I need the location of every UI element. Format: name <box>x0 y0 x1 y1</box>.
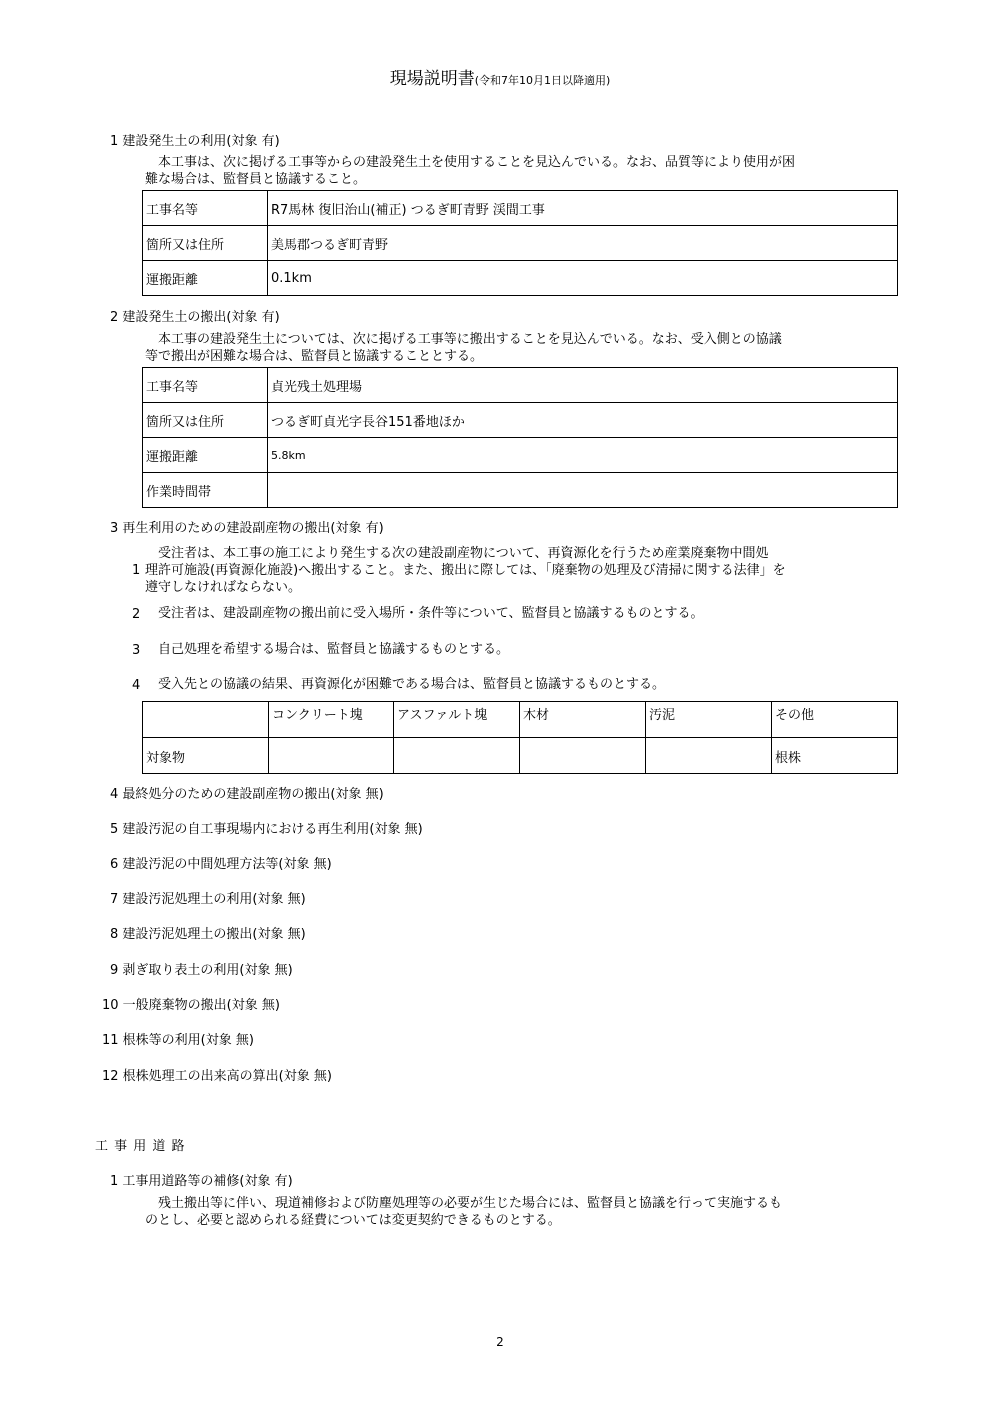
row-value <box>268 473 898 508</box>
title-sub: (令和7年10月1日以降適用) <box>474 74 611 87</box>
section-3-item-4-number: 4 <box>132 678 141 693</box>
page-number: 2 <box>496 1335 504 1349</box>
section-1-text-line1: 本工事は、次に掲げる工事等からの建設発生土を使用することを見込んでいる。なお、品質等により使用が困 <box>158 155 796 170</box>
section-10-heading: 10 一般廃棄物の搬出(対象 無) <box>102 998 280 1013</box>
section-3-heading: 3 再生利用のための建設副産物の搬出(対象 有) <box>110 521 384 536</box>
table-header-cell: コンクリート塊 <box>269 702 394 738</box>
section-2-heading: 2 建設発生土の搬出(対象 有) <box>110 310 280 325</box>
table-header-cell <box>143 702 269 738</box>
road-sub-heading: 1 工事用道路等の補修(対象 有) <box>110 1174 293 1189</box>
table-cell: 根株 <box>772 738 898 774</box>
section-5-heading: 5 建設汚泥の自工事現場内における再生利用(対象 無) <box>110 822 423 837</box>
section-1-text-line2: 難な場合は、監督員と協議すること。 <box>145 172 367 187</box>
table-header-row <box>143 702 898 738</box>
road-text-line1: 残土搬出等に伴い、現道補修および防塵処理等の必要が生じた場合には、監督員と協議を行って実施するも <box>158 1196 783 1211</box>
row-label: 箇所又は住所 <box>143 403 268 438</box>
section-3-item-1-number: 1 <box>132 563 141 578</box>
road-text-line2: のとし、必要と認められる経費については変更契約できるものとする。 <box>145 1213 561 1228</box>
section-12-heading: 12 根株処理工の出来高の算出(対象 無) <box>102 1069 332 1084</box>
section-7-heading: 7 建設汚泥処理土の利用(対象 無) <box>110 892 306 907</box>
table-row <box>143 403 898 438</box>
row-value: R7馬林 復旧治山(補正) つるぎ町青野 渓間工事 <box>268 191 898 226</box>
section-3-item-4-text: 受入先との協議の結果、再資源化が困難である場合は、監督員と協議するものとする。 <box>158 677 666 692</box>
section-3-item-3-number: 3 <box>132 643 141 658</box>
section-11-heading: 11 根株等の利用(対象 無) <box>102 1033 254 1048</box>
section-2-text-line1: 本工事の建設発生土については、次に掲げる工事等に搬出することを見込んでいる。なお、受入側との協議 <box>158 332 782 347</box>
table-row <box>143 261 898 296</box>
row-label: 運搬距離 <box>143 438 268 473</box>
section-3-item-1-line2: 理許可施設(再資源化施設)へ搬出すること。また、搬出に際しては、「廃棄物の処理及び清掃に関する法律」を <box>145 563 786 578</box>
table-header-cell: アスファルト塊 <box>394 702 520 738</box>
section-4-heading: 4 最終処分のための建設副産物の搬出(対象 無) <box>110 787 384 802</box>
table-row <box>143 438 898 473</box>
table-cell <box>269 738 394 774</box>
section-1-table <box>142 190 898 296</box>
table-row <box>143 191 898 226</box>
row-label: 作業時間帯 <box>143 473 268 508</box>
table-cell <box>394 738 520 774</box>
row-value: 貞光残土処理場 <box>268 368 898 403</box>
row-value: 0.1km <box>268 261 898 296</box>
table-header-cell: 汚泥 <box>646 702 772 738</box>
row-value: 5.8km <box>268 438 898 473</box>
section-6-heading: 6 建設汚泥の中間処理方法等(対象 無) <box>110 857 332 872</box>
table-row <box>143 226 898 261</box>
section-3-item-3-text: 自己処理を希望する場合は、監督員と協議するものとする。 <box>158 642 510 657</box>
row-label: 工事名等 <box>143 191 268 226</box>
table-cell <box>520 738 646 774</box>
row-label: 工事名等 <box>143 368 268 403</box>
row-label: 運搬距離 <box>143 261 268 296</box>
table-row <box>143 368 898 403</box>
row-value: つるぎ町貞光字長谷151番地ほか <box>268 403 898 438</box>
table-header-cell: その他 <box>772 702 898 738</box>
byproduct-table <box>142 701 898 774</box>
table-row <box>143 738 898 774</box>
section-3-item-2-text: 受注者は、建設副産物の搬出前に受入場所・条件等について、監督員と協議するものとする。 <box>158 606 704 621</box>
document-title <box>0 64 1000 89</box>
table-cell: 対象物 <box>143 738 269 774</box>
title-main: 現場説明書 <box>389 69 475 89</box>
section-3-item-1-line3: 遵守しなければならない。 <box>145 580 302 595</box>
section-8-heading: 8 建設汚泥処理土の搬出(対象 無) <box>110 927 306 942</box>
section-2-table <box>142 367 898 508</box>
road-heading: 工 事 用 道 路 <box>95 1139 186 1154</box>
section-9-heading: 9 剥ぎ取り表土の利用(対象 無) <box>110 963 293 978</box>
section-2-text-line2: 等で搬出が困難な場合は、監督員と協議することとする。 <box>145 349 484 364</box>
table-header-cell: 木材 <box>520 702 646 738</box>
section-1-heading: 1 建設発生土の利用(対象 有) <box>110 134 280 149</box>
table-cell <box>646 738 772 774</box>
section-3-item-2-number: 2 <box>132 607 141 622</box>
row-value: 美馬郡つるぎ町青野 <box>268 226 898 261</box>
row-label: 箇所又は住所 <box>143 226 268 261</box>
section-3-item-1-line1: 受注者は、本工事の施工により発生する次の建設副産物について、再資源化を行うため産業廃棄物中間処 <box>158 546 769 561</box>
table-row <box>143 473 898 508</box>
